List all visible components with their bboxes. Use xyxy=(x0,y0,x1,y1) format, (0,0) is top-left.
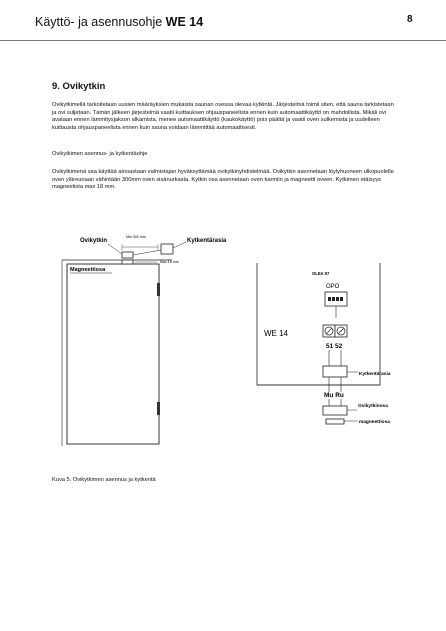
title-prefix: Käyttö- ja asennusohje xyxy=(35,15,166,29)
page-number: 8 xyxy=(407,14,413,25)
paragraph-instructions: Ovikytkimenä saa käyttää ainoastaan valmistajan hyväksyttämää ovikytkinyhdistelmää. Ovikytkin asennetaan löylyhuoneen ulkopuolelle oven yläreunaan vähintään 300mm oven sisänurkasta. Kytkin osa asennetaan oven karmiin ja magneetti oveen. Kytkimen etäisyys magneetista max 18 mm. xyxy=(52,169,394,191)
label-mu-ru: Mu Ru xyxy=(324,392,344,399)
label-kytkentarasia-right: Kytkentärasia xyxy=(359,372,391,377)
title-model: WE 14 xyxy=(165,15,204,29)
switch-part xyxy=(122,252,133,258)
door-outline xyxy=(67,264,159,444)
magnet-part xyxy=(122,260,133,264)
junction-box-right xyxy=(323,366,347,377)
switch-part-right xyxy=(323,406,347,415)
label-we14: WE 14 xyxy=(264,329,289,338)
hinge-bottom xyxy=(157,402,160,415)
section-title: 9. Ovikytkin xyxy=(52,81,106,92)
label-51-52: 51 52 xyxy=(326,343,343,350)
label-magneettiosa-right: magneettiosa xyxy=(359,420,390,425)
label-olea: OLEA 97 xyxy=(312,271,330,276)
door-diagram xyxy=(62,235,227,446)
label-max-18: Max 18 mm xyxy=(160,260,179,264)
paragraph-intro: Ovikytkimellä tarkoitetaan uusien määräyksien mukaista saunan ovessa olevaa kytkintä. Järjestelmä toimii siten, että sauna tarkistetaan ja ovi suljetaan. Tämän jälkeen järjestelmä vaatii kuittauksen ohjauspaneelista ennen kuin automaattikäyttö on mahdollista. Mikäli ovi avataan ennen lämmitysjakson alkamista, menee automaattikäyttö (kaukokäyttö) pois päältä ja vaatii oven sulkemista ja uudelleen kuittausta ohjauspaneelista ennen kuin sauna voidaan lämmittää automaattisesti. xyxy=(52,102,394,131)
label-ovikytkin: Ovikytkin xyxy=(80,238,108,244)
hinge-top xyxy=(157,283,160,296)
junction-box xyxy=(161,244,173,254)
paragraph-subheading: Ovikytkimen asennus- ja kytkentäohje xyxy=(52,151,148,157)
magnet-part-right xyxy=(326,419,344,424)
label-magneettiosa-left: Magneettiosa xyxy=(70,267,106,273)
label-opo: OPO xyxy=(326,284,340,290)
label-ovikytkinosa: Ovikytkinosa xyxy=(358,404,388,409)
figure-caption: Kuva 5. Ovikytkimen asennus ja kytkentä xyxy=(52,477,156,483)
wiring-diagram xyxy=(257,263,391,425)
label-kytkentarasia-left: Kytkentärasia xyxy=(187,238,227,244)
label-min-300: Min 300 mm xyxy=(126,235,146,239)
